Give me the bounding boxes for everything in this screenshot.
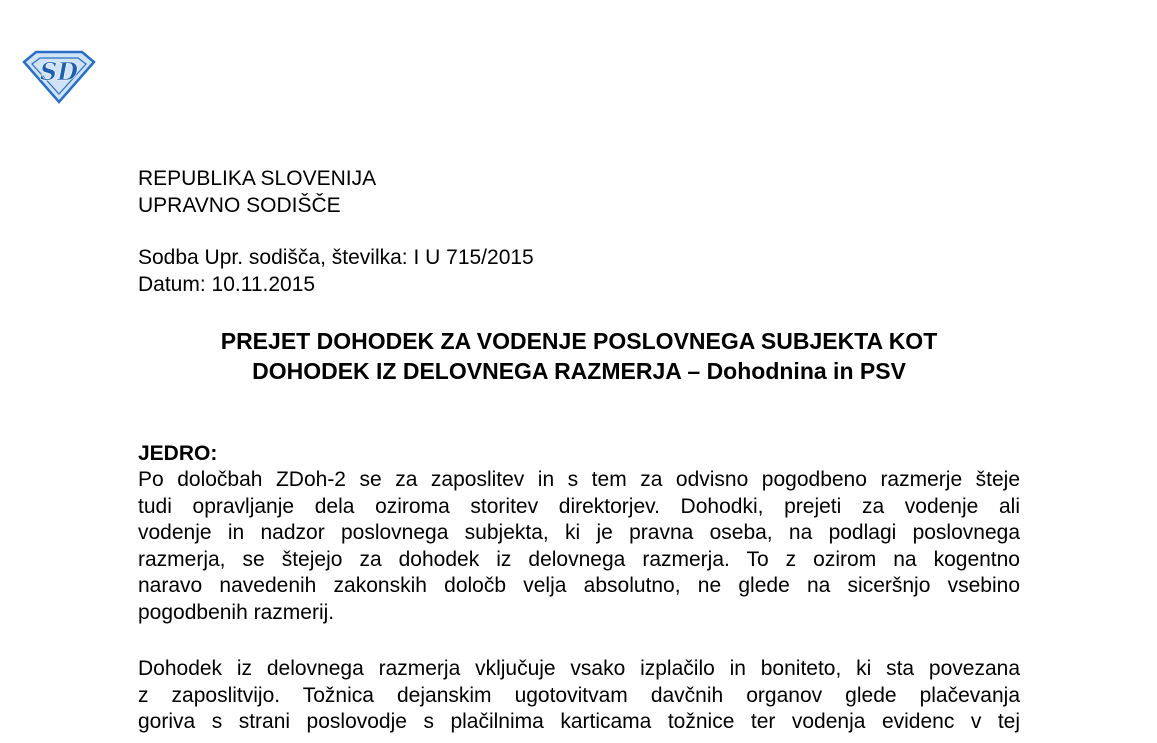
- title-line-1: PREJET DOHODEK ZA VODENJE POSLOVNEGA SUBJEKTA KOT: [220, 328, 938, 354]
- paragraph-line: razmerja, se štejejo za dohodek iz delovnega razmerja. To z ozirom na kogentno: [138, 547, 1020, 571]
- case-number: Sodba Upr. sodišča, številka: I U 715/2015: [138, 246, 534, 269]
- paragraph-line: goriva s strani poslovodje s plačilnima karticama tožnice ter vodenja evidenc v tej: [138, 710, 1020, 733]
- header-republic: REPUBLIKA SLOVENIJA: [138, 167, 377, 190]
- paragraph-line: tudi opravljanje dela oziroma storitev direktorjev. Dohodki, prejeti za vodenje ali: [138, 494, 1020, 518]
- paragraph-line: z zaposlitvijo. Tožnica dejanskim ugotovitvam davčnih organov glede plačevanja: [138, 683, 1020, 707]
- paragraph-line: vodenje in nadzor poslovnega subjekta, ki je pravna oseba, na podlagi poslovnega: [138, 521, 1020, 544]
- header-court: UPRAVNO SODIŠČE: [138, 194, 341, 217]
- jedro-paragraph-2: [138, 656, 1020, 736]
- paragraph-line: Po določbah ZDoh-2 se za zaposlitev in s tem za odvisno pogodbeno razmerje šteje: [138, 468, 1020, 491]
- jedro-paragraph-1: [138, 467, 1020, 626]
- paragraph-line: pogodbenih razmerij.: [138, 600, 335, 624]
- case-date: Datum: 10.11.2015: [138, 273, 316, 296]
- emblem-lettering: SD: [39, 57, 79, 86]
- document-title: [138, 326, 1020, 386]
- title-line-2: DOHODEK IZ DELOVNEGA RAZMERJA – Dohodnina in PSV: [252, 358, 906, 384]
- jedro-label: JEDRO:: [138, 442, 218, 465]
- paragraph-line: Dohodek iz delovnega razmerja vključuje vsako izplačilo in boniteto, ki sta povezana: [138, 657, 1020, 680]
- court-emblem-logo: [22, 50, 96, 104]
- paragraph-line: naravo navedenih zakonskih določb velja absolutno, ne glede na siceršnjo vsebino: [138, 574, 1020, 597]
